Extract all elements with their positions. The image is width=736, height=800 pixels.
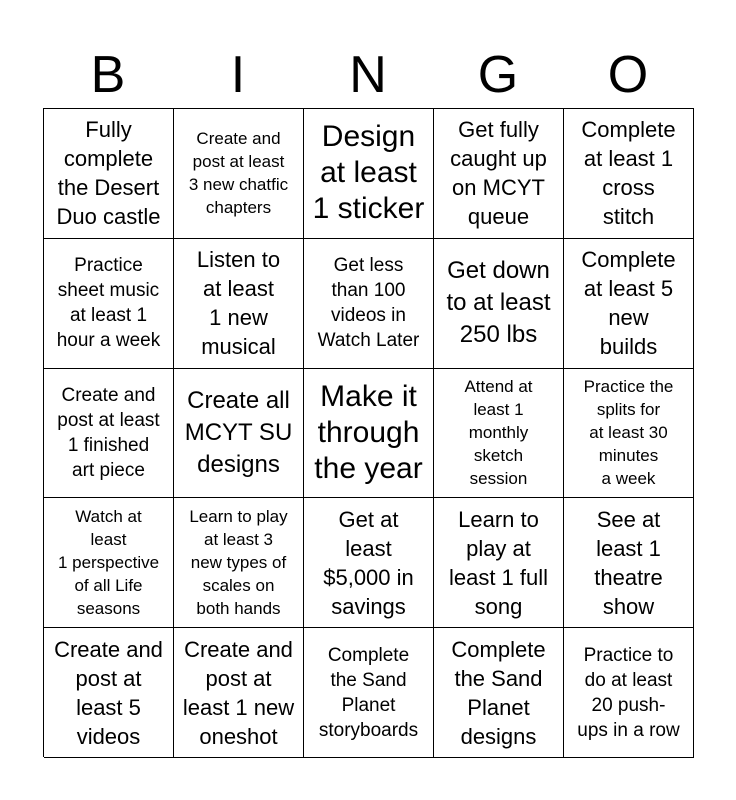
cell-text: Complete at least 1 cross stitch (581, 117, 676, 230)
bingo-cell[interactable] (174, 239, 304, 369)
cell-text: Learn to play at least 3 new types of scales on both hands (189, 507, 288, 619)
cell-text: Attend at least 1 monthly sketch session (464, 377, 533, 489)
bingo-cell[interactable] (564, 369, 694, 499)
bingo-cell[interactable] (44, 628, 174, 758)
cell-text: Practice the splits for at least 30 minutes a week (583, 377, 674, 489)
cell-text: Listen to at least 1 new musical (196, 247, 281, 360)
bingo-cell[interactable] (434, 109, 564, 239)
cell-text: Create all MCYT SU designs (184, 386, 293, 478)
cell-text: Fully complete the Desert Duo castle (56, 117, 161, 230)
header-letter-n: N (349, 46, 387, 104)
cell-text: Learn to play at least 1 full song (448, 506, 549, 619)
bingo-cell[interactable] (44, 369, 174, 499)
cell-text: Get down to at least 250 lbs (446, 257, 551, 349)
bingo-cell[interactable] (434, 369, 564, 499)
bingo-cell[interactable] (44, 109, 174, 239)
bingo-header (43, 40, 693, 108)
cell-text: Design at least 1 sticker (312, 120, 425, 226)
cell-text: Create and post at least 1 finished art piece (57, 384, 160, 481)
cell-text: Complete the Sand Planet storyboards (318, 644, 419, 741)
cell-text: Get fully caught up on MCYT queue (450, 117, 547, 230)
bingo-cell[interactable] (304, 239, 434, 369)
bingo-cell[interactable] (174, 498, 304, 628)
cell-text: Get at least $5,000 in savings (323, 506, 414, 619)
bingo-cell[interactable] (174, 369, 304, 499)
bingo-cell[interactable] (564, 239, 694, 369)
cell-text: Make it through the year (314, 379, 423, 485)
bingo-cell[interactable] (434, 498, 564, 628)
bingo-board (43, 108, 694, 757)
cell-text: Complete at least 5 new builds (581, 247, 676, 360)
bingo-cell[interactable] (564, 498, 694, 628)
bingo-cell[interactable] (174, 109, 304, 239)
cell-text: Get less than 100 videos in Watch Later (317, 255, 420, 352)
bingo-cell[interactable] (44, 239, 174, 369)
cell-text: Create and post at least 5 videos (54, 636, 163, 749)
bingo-cell[interactable] (304, 109, 434, 239)
bingo-cell[interactable] (304, 628, 434, 758)
cell-text: Practice sheet music at least 1 hour a week (56, 255, 161, 352)
bingo-cell[interactable] (564, 628, 694, 758)
header-letter-g: G (477, 46, 519, 104)
bingo-cell[interactable] (304, 369, 434, 499)
cell-text: Create and post at least 1 new oneshot (182, 636, 295, 749)
cell-text: Practice to do at least 20 push- ups in a row (577, 644, 680, 741)
bingo-cell[interactable] (174, 628, 304, 758)
bingo-cell[interactable] (564, 109, 694, 239)
bingo-cell[interactable] (434, 628, 564, 758)
cell-text: Create and post at least 3 new chatfic chapters (188, 129, 289, 218)
header-letter-b: B (90, 46, 126, 104)
header-letter-o: O (607, 46, 649, 104)
bingo-cell[interactable] (304, 498, 434, 628)
cell-text: See at least 1 theatre show (594, 506, 663, 619)
bingo-cell[interactable] (44, 498, 174, 628)
header-letter-i: I (230, 46, 246, 104)
bingo-cell[interactable] (434, 239, 564, 369)
cell-text: Complete the Sand Planet designs (451, 636, 546, 749)
cell-text: Watch at least 1 perspective of all Life seasons (57, 507, 160, 619)
